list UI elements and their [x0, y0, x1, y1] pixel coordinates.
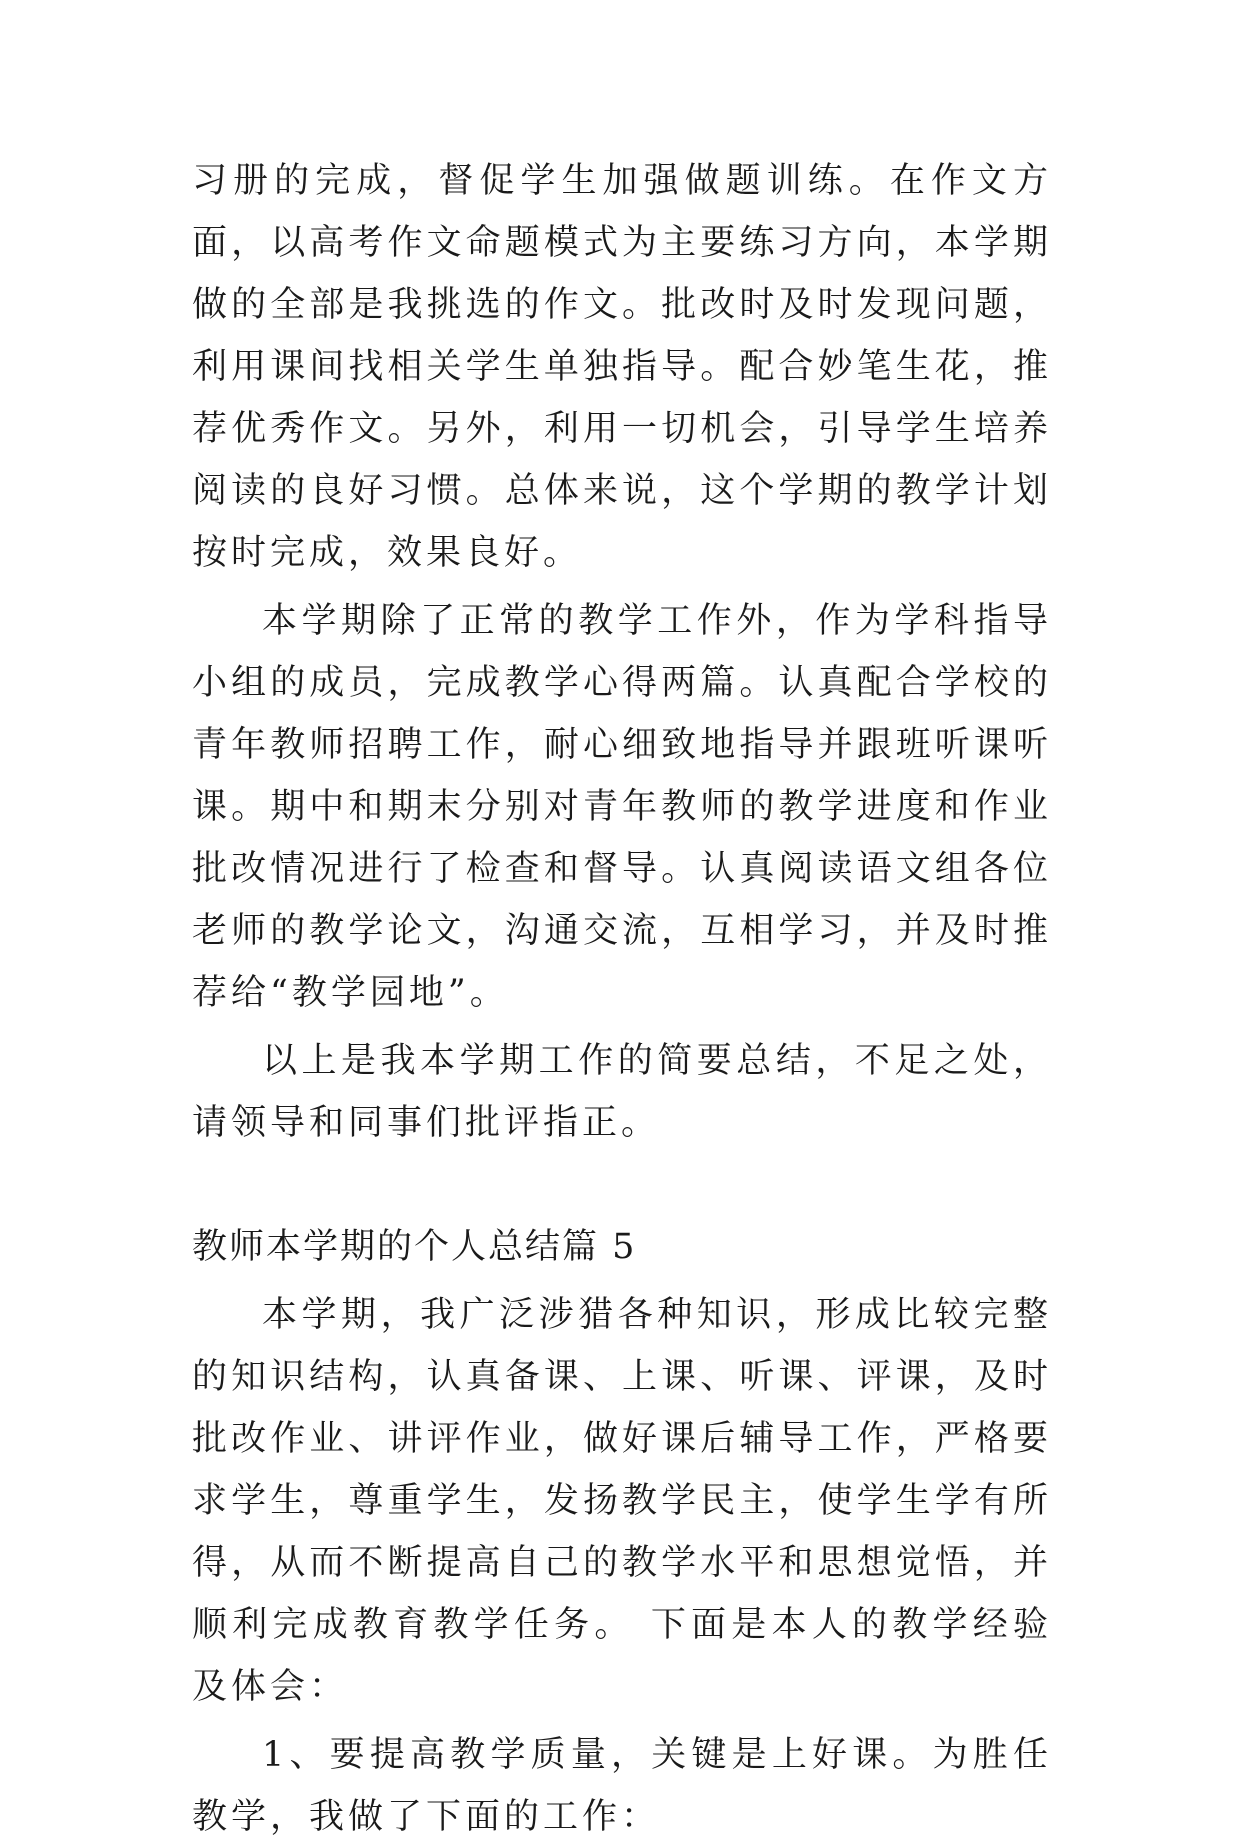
document-body: [192, 150, 1052, 1848]
paragraph-extra-duties: 本学期除了正常的教学工作外，作为学科指导小组的成员，完成教学心得两篇。认真配合学校的青年教师招聘工作，耐心细致地指导并跟班听课听课。期中和期末分别对青年教师的教学进度和作业批改情况进行了检查和督导。认真阅读语文组各位老师的教学论文，沟通交流，互相学习，并及时推荐给“教学园地”。: [192, 601, 1052, 1013]
paragraph-continuation: 习册的完成，督促学生加强做题训练。在作文方面，以高考作文命题模式为主要练习方向，本学期做的全部是我挑选的作文。批改时及时发现问题，利用课间找相关学生单独指导。配合妙笔生花，推荐优秀作文。另外，利用一切机会，引导学生培养阅读的良好习惯。总体来说，这个学期的教学计划按时完成，效果良好。: [192, 161, 1052, 573]
paragraph-closing: 以上是我本学期工作的简要总结，不足之处，请领导和同事们批评指正。: [192, 1041, 1052, 1143]
paragraph-point-1: 1、要提高教学质量，关键是上好课。为胜任教学，我做了下面的工作：: [192, 1735, 1052, 1837]
section-title: 教师本学期的个人总结篇 5: [192, 1227, 637, 1267]
paragraph-semester-summary: 本学期，我广泛涉猎各种知识，形成比较完整的知识结构，认真备课、上课、听课、评课，及时批改作业、讲评作业，做好课后辅导工作，严格要求学生，尊重学生，发扬教学民主，使学生学有所得，从而不断提高自己的教学水平和思想觉悟，并顺利完成教育教学任务。 下面是本人的教学经验及体会：: [192, 1295, 1052, 1707]
